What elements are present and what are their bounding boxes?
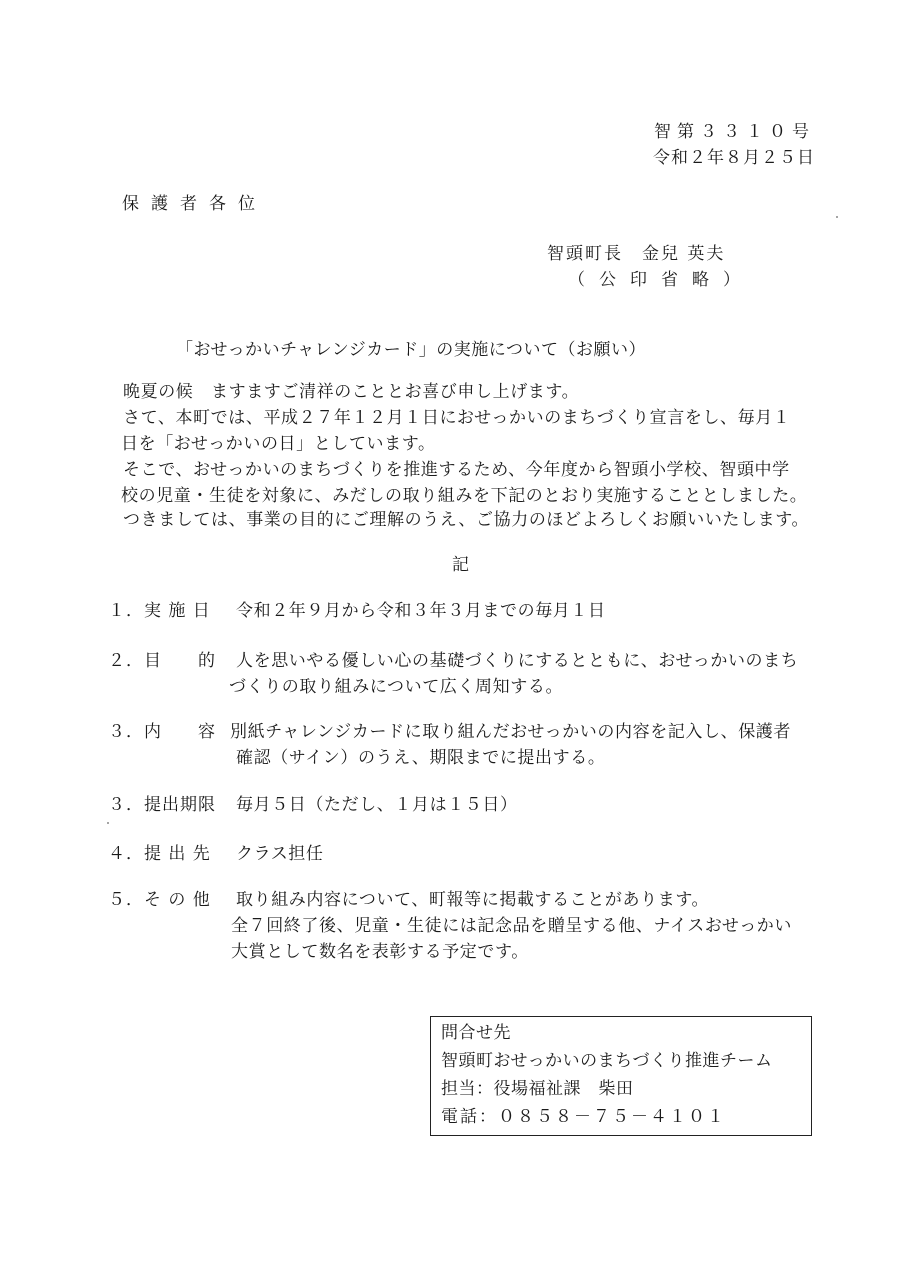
contact-phone: 電話：０８５８－７５－４１０１: [441, 1107, 726, 1127]
item-text: 確認（サイン）のうえ、期限までに提出する。: [236, 748, 606, 768]
body-line: 晩夏の候 ますますご清祥のこととお喜び申し上げます。: [123, 382, 580, 402]
item-text: づくりの取り組みについて広く周知する。: [229, 677, 564, 697]
addressee: 保護者各位: [122, 194, 267, 214]
body-line: 日を「おせっかいの日」としています。: [121, 434, 436, 454]
ki-heading: 記: [452, 555, 469, 575]
body-line: つきましては、事業の目的にご理解のうえ、ご協力のほどよろしくお願いいたします。: [123, 510, 810, 530]
document-subject: 「おせっかいチャレンジカード」の実施について（お願い）: [176, 340, 646, 360]
body-line: さて、本町では、平成２７年１２月１日におせっかいのまちづくり宣言をし、毎月１: [123, 408, 791, 428]
item-text: 人を思いやる優しい心の基礎づくりにするとともに、おせっかいのまち: [236, 651, 799, 671]
body-line: 校の児童・生徒を対象に、みだしの取り組みを下記のとおり実施することとしました。: [121, 486, 808, 506]
scan-speck: [836, 216, 838, 218]
item-text: 毎月５日（ただし、１月は１５日）: [236, 795, 518, 815]
item-text: 別紙チャレンジカードに取り組んだおせっかいの内容を記入し、保護者: [230, 722, 791, 742]
contact-box: [430, 1016, 812, 1136]
item-label-deadline: ３．提出期限: [108, 795, 216, 815]
body-line: そこで、おせっかいのまちづくりを推進するため、今年度から智頭小学校、智頭中学: [123, 460, 790, 480]
item-text: 大賞として数名を表彰する予定です。: [231, 942, 529, 962]
scan-speck: [107, 822, 109, 824]
contact-heading: 問合せ先: [441, 1023, 511, 1043]
item-text: 全７回終了後、児童・生徒には記念品を贈呈する他、ナイスおせっかい: [231, 916, 792, 936]
sender-name: 智頭町長 金兒 英夫: [547, 244, 726, 264]
item-label-purpose: ２．目 的: [108, 651, 216, 671]
contact-team: 智頭町おせっかいのまちづくり推進チーム: [441, 1051, 773, 1071]
item-text: 取り組み内容について、町報等に掲載することがあります。: [236, 890, 710, 910]
item-label-date: １．実 施 日: [108, 601, 211, 621]
item-label-destination: ４．提 出 先: [108, 844, 211, 864]
document-date: 令和２年８月２５日: [653, 148, 815, 168]
item-text: 令和２年９月から令和３年３月までの毎月１日: [236, 601, 606, 621]
item-text: クラス担任: [236, 844, 324, 864]
item-label-content: ３．内 容: [108, 722, 216, 742]
seal-note: （公印省略）: [568, 270, 754, 290]
contact-person: 担当：役場福祉課 柴田: [441, 1079, 634, 1099]
item-label-other: ５．そ の 他: [108, 890, 211, 910]
document-number: 智第３３１０号: [654, 122, 815, 142]
